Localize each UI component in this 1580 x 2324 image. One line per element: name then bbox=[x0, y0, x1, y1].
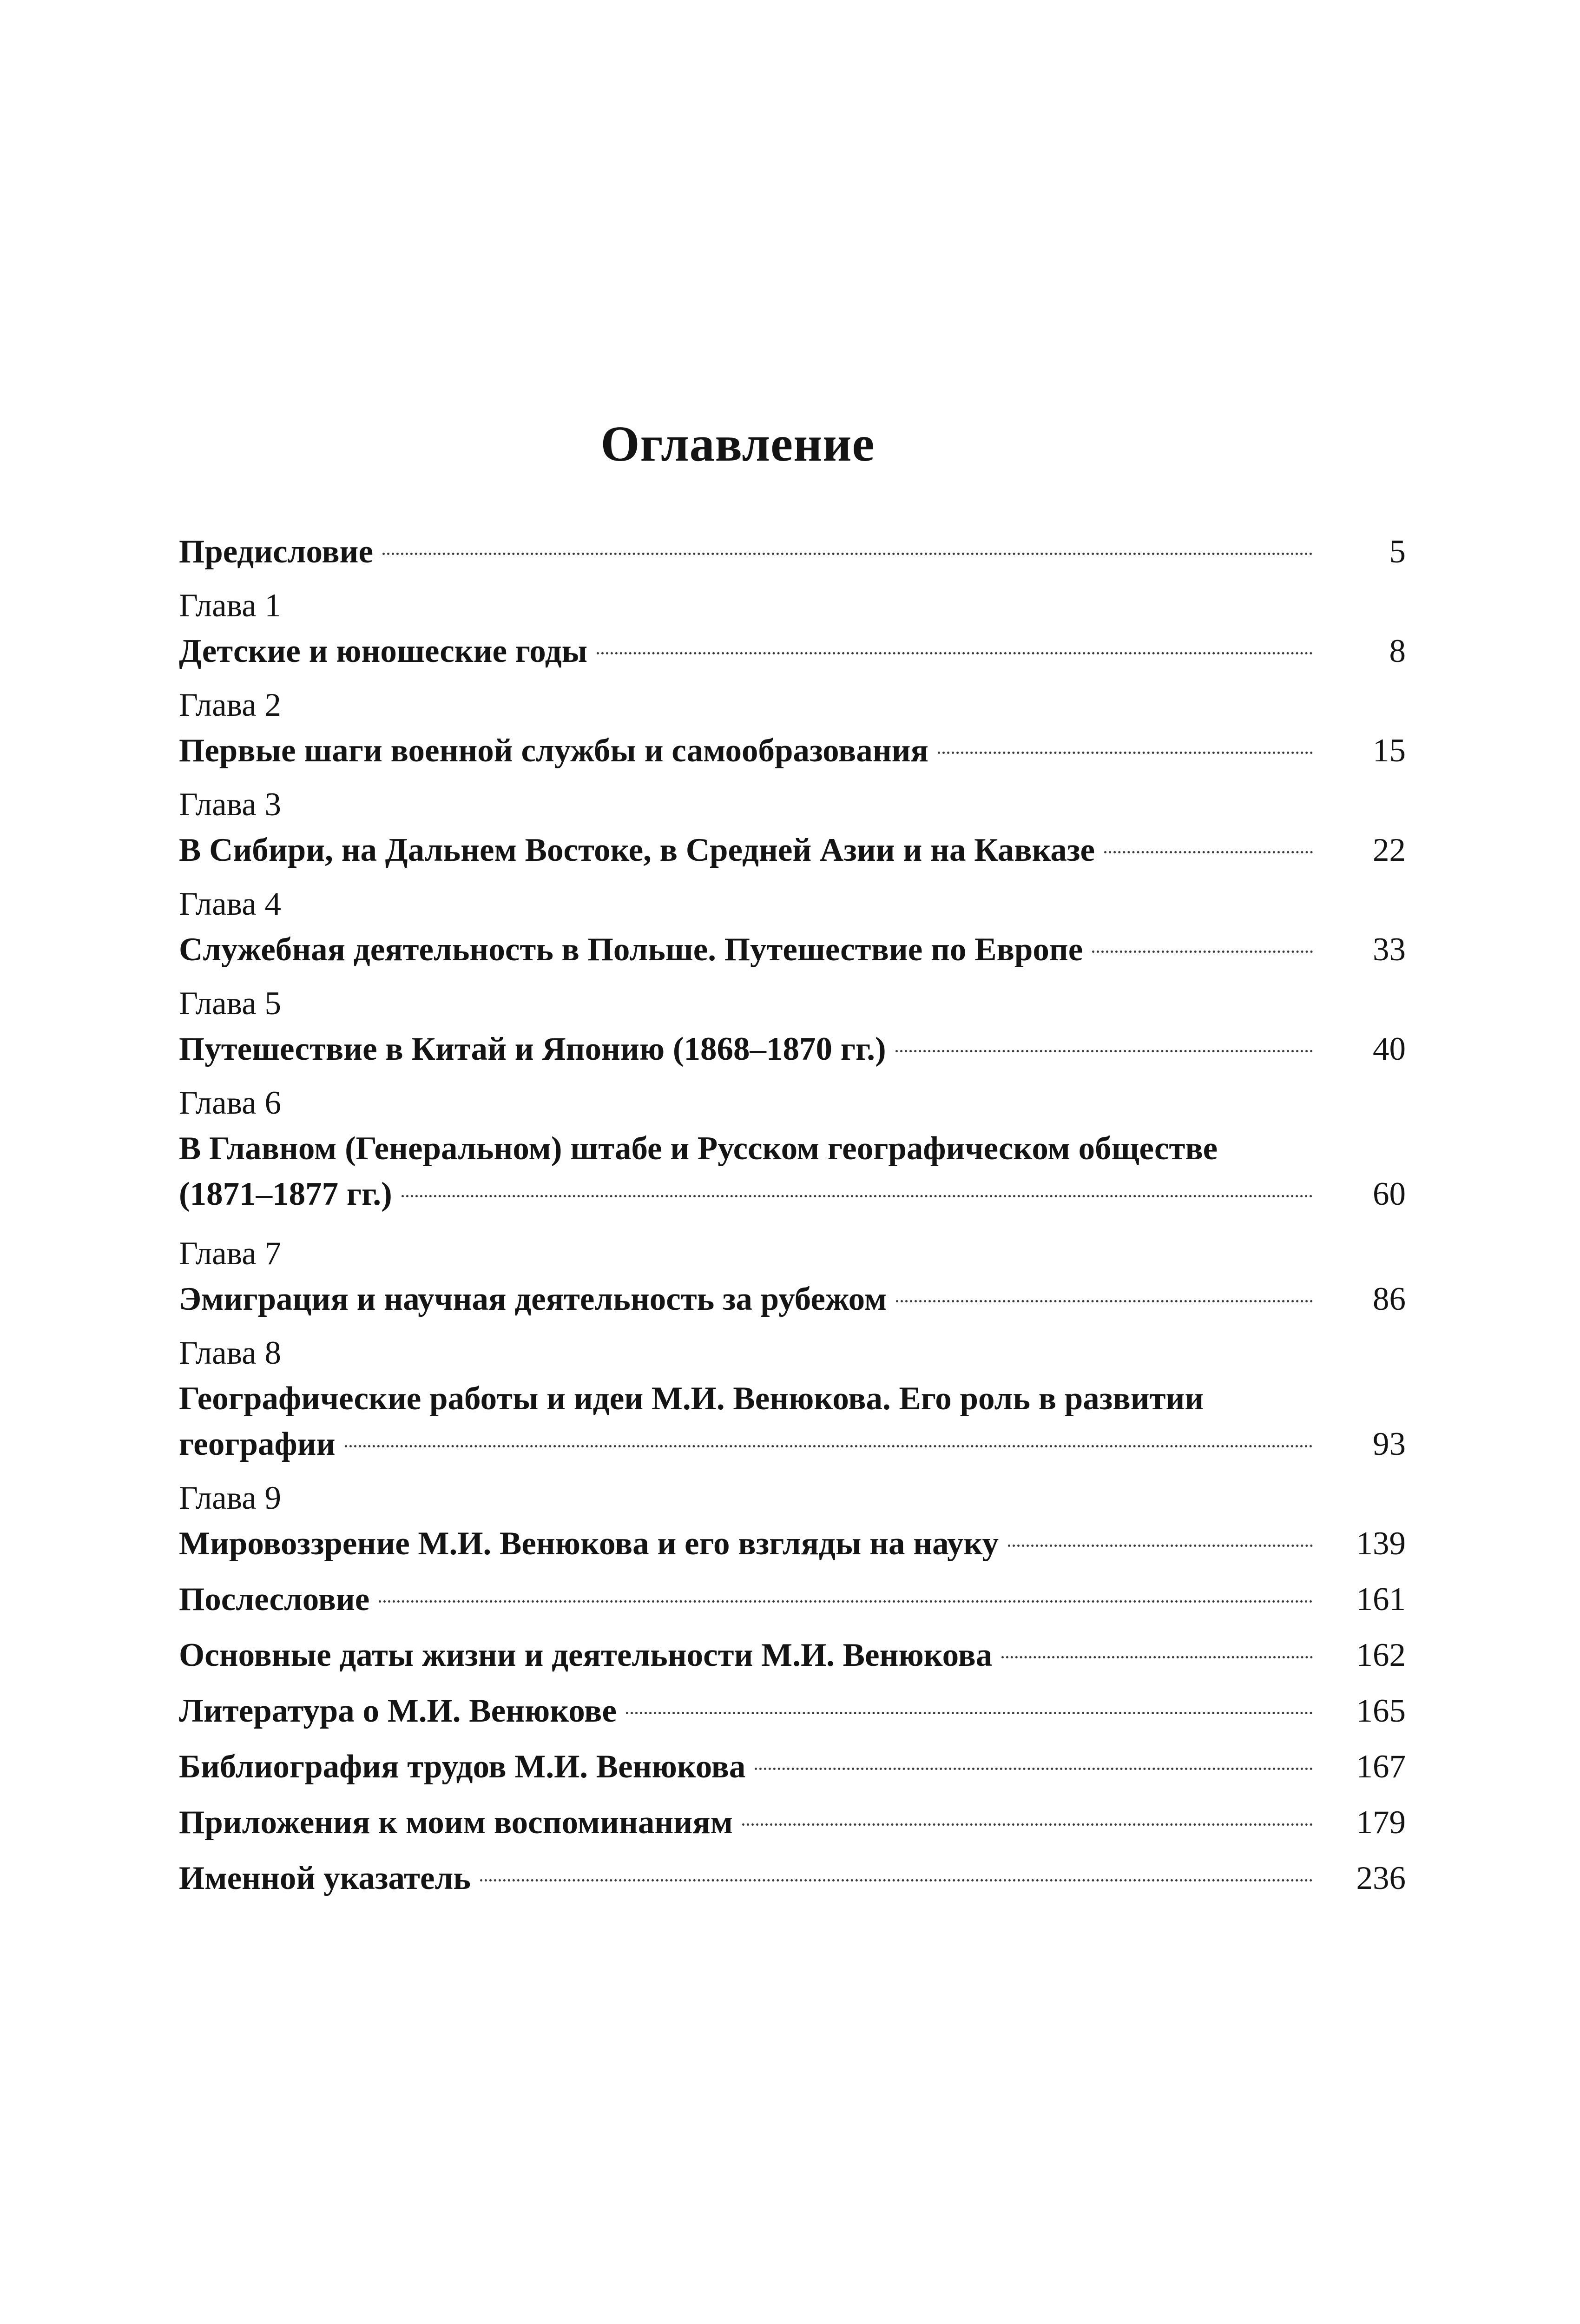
entry-title: Путешествие в Китай и Японию (1868–1870 гг.) bbox=[179, 1031, 886, 1067]
chapter-label: Глава 8 bbox=[179, 1335, 282, 1371]
dot-leader bbox=[755, 1768, 1313, 1770]
toc-entry[interactable] bbox=[179, 1231, 1406, 1322]
toc-entry[interactable] bbox=[179, 782, 1406, 873]
dot-leader bbox=[895, 1050, 1313, 1052]
chapter-label: Глава 5 bbox=[179, 985, 282, 1022]
entry-title: Библиография трудов М.И. Венюкова bbox=[179, 1749, 746, 1785]
entry-title: Мировоззрение М.И. Венюкова и его взгляды на науку bbox=[179, 1525, 999, 1562]
entry-title: Географические работы и идеи М.И. Венюкова. Его роль в развитии bbox=[179, 1380, 1204, 1417]
page-number: 162 bbox=[1356, 1637, 1406, 1673]
entry-title: Первые шаги военной службы и самообразования bbox=[179, 733, 928, 769]
chapter-label: Глава 9 bbox=[179, 1480, 282, 1516]
dot-leader bbox=[896, 1300, 1313, 1302]
toc-entry[interactable] bbox=[179, 1855, 1406, 1901]
dot-leader bbox=[938, 752, 1313, 754]
page-number: 15 bbox=[1373, 733, 1406, 769]
dot-leader bbox=[1104, 851, 1313, 853]
entry-title: Детские и юношеские годы bbox=[179, 633, 588, 669]
dot-leader bbox=[480, 1879, 1313, 1882]
entry-title: Литература о М.И. Венюкове bbox=[179, 1693, 617, 1729]
page-number: 22 bbox=[1373, 832, 1406, 868]
toc-entry[interactable] bbox=[179, 1632, 1406, 1678]
page-number: 40 bbox=[1373, 1031, 1406, 1067]
entry-title: (1871–1877 гг.) bbox=[179, 1176, 392, 1212]
toc-entry[interactable] bbox=[179, 881, 1406, 972]
page-number: 167 bbox=[1356, 1749, 1406, 1785]
entry-title: Основные даты жизни и деятельности М.И. Венюкова bbox=[179, 1637, 993, 1673]
page-number: 5 bbox=[1389, 534, 1406, 570]
entry-title: географии bbox=[179, 1426, 336, 1462]
chapter-label: Глава 6 bbox=[179, 1085, 282, 1121]
chapter-label: Глава 1 bbox=[179, 588, 282, 624]
entry-title: Именной указатель bbox=[179, 1860, 471, 1896]
page-number: 93 bbox=[1373, 1426, 1406, 1462]
dot-leader bbox=[1008, 1545, 1313, 1547]
dot-leader bbox=[379, 1600, 1313, 1603]
chapter-label: Глава 7 bbox=[179, 1235, 282, 1272]
entry-title: Эмиграция и научная деятельность за рубежом bbox=[179, 1281, 887, 1317]
toc-entry[interactable] bbox=[179, 1080, 1406, 1217]
page-number: 179 bbox=[1356, 1804, 1406, 1841]
entry-title: Приложения к моим воспоминаниям bbox=[179, 1804, 733, 1841]
toc-entry[interactable] bbox=[179, 1330, 1406, 1467]
entry-title: Послесловие bbox=[179, 1581, 370, 1618]
toc-entry[interactable] bbox=[179, 583, 1406, 674]
toc-entry[interactable] bbox=[179, 1688, 1406, 1734]
entry-title: В Главном (Генеральном) штабе и Русском географическом обществе bbox=[179, 1130, 1218, 1167]
entry-title: Служебная деятельность в Польше. Путешествие по Европе bbox=[179, 931, 1083, 968]
table-of-contents bbox=[179, 521, 1406, 1901]
page-number: 161 bbox=[1356, 1581, 1406, 1618]
dot-leader bbox=[1001, 1656, 1313, 1658]
page-title: Оглавление bbox=[600, 416, 875, 472]
toc-entry[interactable] bbox=[179, 529, 1406, 574]
page-number: 165 bbox=[1356, 1693, 1406, 1729]
toc-entry[interactable] bbox=[179, 1475, 1406, 1566]
dot-leader bbox=[402, 1195, 1313, 1197]
page-number: 86 bbox=[1373, 1281, 1406, 1317]
toc-entry[interactable] bbox=[179, 682, 1406, 773]
chapter-label: Глава 4 bbox=[179, 886, 282, 922]
page-number: 236 bbox=[1356, 1860, 1406, 1896]
chapter-label: Глава 3 bbox=[179, 786, 282, 823]
dot-leader bbox=[382, 553, 1313, 555]
toc-entry[interactable] bbox=[179, 1577, 1406, 1622]
dot-leader bbox=[597, 652, 1313, 654]
toc-entry[interactable] bbox=[179, 981, 1406, 1072]
dot-leader bbox=[742, 1823, 1313, 1826]
page-number: 139 bbox=[1356, 1525, 1406, 1562]
entry-title: В Сибири, на Дальнем Востоке, в Средней Азии и на Кавказе bbox=[179, 832, 1095, 868]
dot-leader bbox=[626, 1712, 1313, 1714]
page-number: 60 bbox=[1373, 1176, 1406, 1212]
toc-entry[interactable] bbox=[179, 1800, 1406, 1845]
page-number: 8 bbox=[1389, 633, 1406, 669]
page-number: 33 bbox=[1373, 931, 1406, 968]
dot-leader bbox=[1092, 951, 1313, 953]
dot-leader bbox=[345, 1445, 1313, 1447]
entry-title: Предисловие bbox=[179, 534, 373, 570]
chapter-label: Глава 2 bbox=[179, 687, 282, 723]
toc-entry[interactable] bbox=[179, 1744, 1406, 1789]
